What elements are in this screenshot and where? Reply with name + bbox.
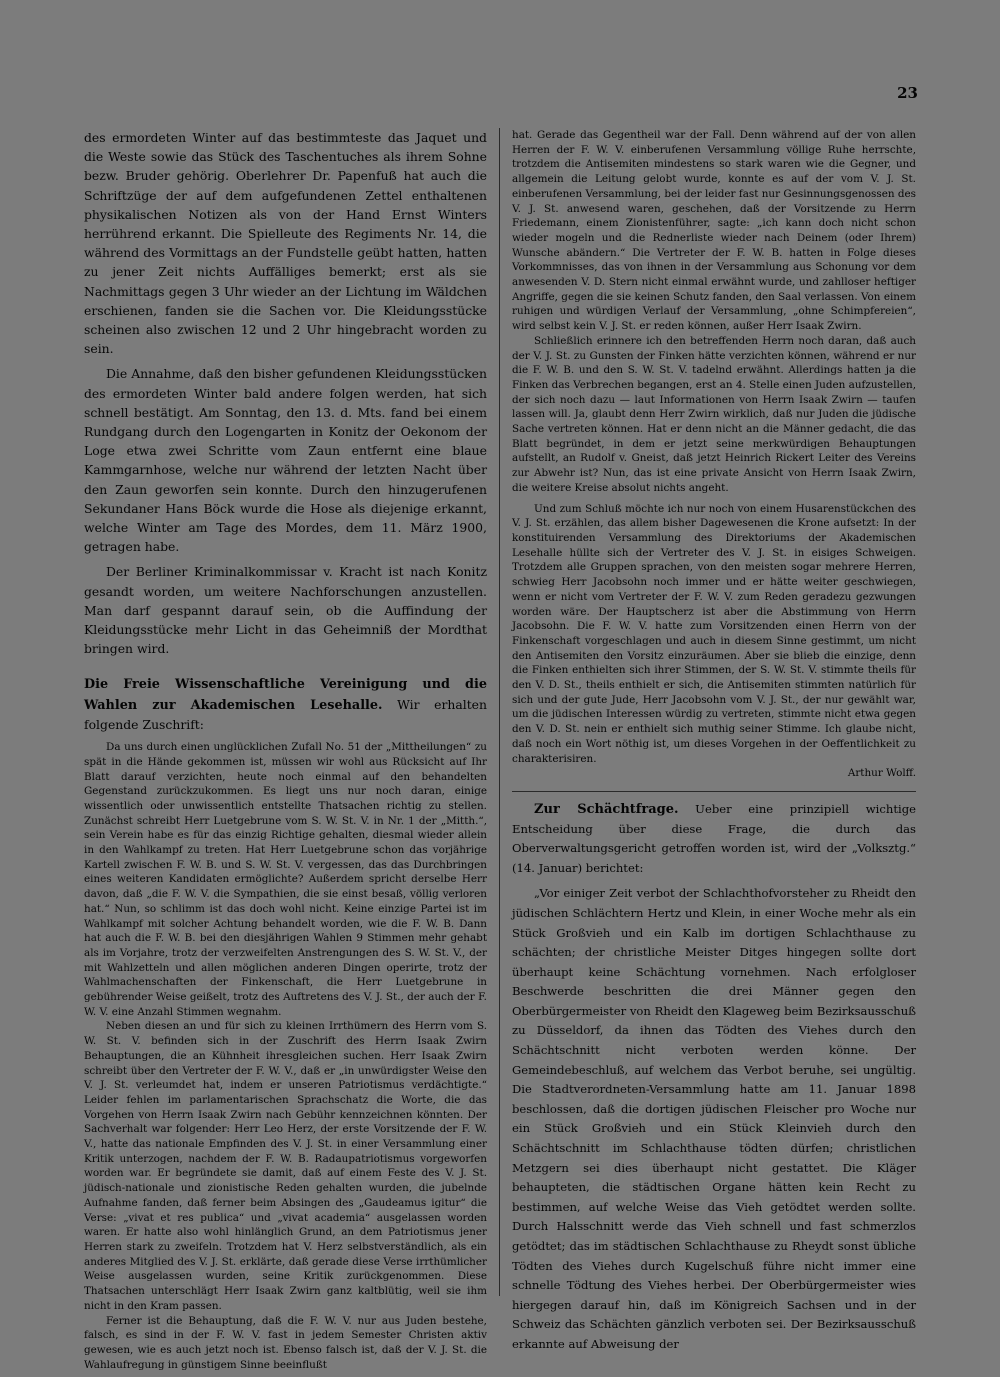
right-column [512, 128, 916, 1355]
konitz-paragraph-2: Die Annahme, daß den bisher gefundenen Kleidungsstücken des ermordeten Winter bald andere folgen werden, hat sich schnell bestätigt. Am Sonntag, den 13. d. Mts. fand bei einem Rundgang durch den Logengarten in Konitz der Oekonom der Loge etwa zwei Schritte vom Zaun entfernt eine blaue Kammgarnhose, welche nur während der letzten Nacht über den Zaun geworfen sein konnte. Durch den hinzugerufenen Sekundaner Hans Böck wurde die Hose als diejenige erkannt, welche Winter am Tage des Mordes, dem 11. März 1900, getragen habe. [84, 366, 487, 555]
konitz-paragraph-1: des ermordeten Winter auf das bestimmteste das Jaquet und die Weste sowie das Stück des Taschentuches als ihrem Sohne bezw. Bruder gehörig. Oberlehrer Dr. Papenfuß hat auch die Schriftzüge der auf dem aufgefundenen Zettel enthaltenen physikalischen Notizen als von der Hand Ernst Winters herrührend erkannt. Die Spielleute des Regiments Nr. 14, die während des Vormittags an der Fundstelle geübt hatten, hatten zu jener Zeit nichts Auffälliges bemerkt; erst als sie Nachmittags gegen 3 Uhr wieder an der Lichtung im Wäldchen erschienen, fanden sie die Sachen vor. Die Kleidungsstücke scheinen also zwischen 12 und 2 Uhr hingebracht worden zu sein. [84, 130, 487, 357]
article-heading-block [84, 674, 487, 734]
column-rule [499, 128, 500, 1296]
letter-paragraph-5: Schließlich erinnere ich den betreffenden Herrn noch daran, daß auch der V. J. St. zu Gunsten der Finken hätte verzichten können, während er nur die F. W. B. und den S. W. St. V. tadelnd erwähnt. Allerdings hatten ja die Finken das Verbrechen begangen, erst an 4. Stelle einen Juden aufzustellen, der sich noch dazu — laut Informationen von Herrn Isaak Zwirn — taufen lassen will. Ja, glaubt denn Herr Zwirn wirklich, daß nur Juden die jüdische Sache vertreten können. Hat er denn nicht an die Männer gedacht, die das Blatt begründet, in dem er jetzt seine merkwürdigen Behauptungen aufstellt, an Rudolf v. Gneist, daß jetzt Heinrich Rickert Leiter des Vereins zur Abwehr ist? Nun, das ist eine private Ansicht von Herrn Isaak Zwirn, die weitere Kreise absolut nichts angeht. [512, 334, 916, 494]
left-column [84, 128, 487, 1372]
schaechtfrage-heading: Zur Schächtfrage. [534, 801, 679, 817]
schaechtfrage-report: „Vor einiger Zeit verbot der Schlachthofvorsteher zu Rheidt den jüdischen Schlächtern Hertz und Klein, in einer Woche mehr als ein Stück Großvieh und ein Kalb im dortigen Schlachthause zu schächten; der christliche Meister Ditges hingegen sollte dort überhaupt keine Schächtung vornehmen. Nach erfolgloser Beschwerde beschritten die drei Männer gegen den Oberbürgermeister von Rheidt den Klageweg beim Bezirksausschuß zu Düsseldorf, da ihnen das Tödten des Viehes durch den Schächtschnitt nicht verboten werden könne. Der Gemeindebeschluß, auf welchem das Verbot beruhe, sei ungültig. Die Stadtverordneten-Versammlung hatte am 11. Januar 1898 beschlossen, daß die dortigen jüdischen Fleischer pro Woche nur ein Stück Großvieh und ein Stück Kleinvieh durch den Schächtschnitt im Schlachthause tödten dürfen; christlichen Metzgern sei dies überhaupt nicht gestattet. Die Kläger behaupteten, die städtischen Organe hätten kein Recht zu bestimmen, auf welche Weise das Vieh getödtet werden sollte. Durch Halsschnitt werde das Vieh schnell und fast schmerzlos getödtet; das im städtischen Schlachthause zu Rheydt sonst übliche Tödten des Viehes durch Kugelschuß führe nicht immer eine schnelle Tödtung des Viehes herbei. Der Oberbürgermeister wies hiergegen darauf hin, daß im Königreich Sachsen und in der Schweiz das Schächten gänzlich verboten sei. Der Bezirksausschuß erkannte auf Abweisung der [512, 886, 916, 1351]
page-number: 23 [897, 84, 918, 102]
konitz-paragraph-3: Der Berliner Kriminalkommissar v. Kracht ist nach Konitz gesandt worden, um weitere Nachforschungen anzustellen. Man darf gespannt darauf sein, ob die Auffindung der Kleidungsstücke mehr Licht in das Geheimniß der Mordthat bringen wird. [84, 564, 487, 657]
letter-paragraph-1: Da uns durch einen unglücklichen Zufall No. 51 der „Mittheilungen“ zu spät in die Hände gekommen ist, müssen wir wohl aus Rücksicht auf Ihr Blatt darauf verzichten, heute noch einmal auf den behandelten Gegenstand zurückzukommen. Es liegt uns nur noch daran, einige wissentlich oder unwissentlich entstellte Thatsachen richtig zu stellen. Zunächst schreibt Herr Luetgebrune vom S. W. St. V. in Nr. 1 der „Mitth.“, sein Verein habe es für das einzig Richtige gehalten, diesmal wieder allein in den Wahlkampf zu treten. Hat Herr Luetgebrune schon das vorjährige Kartell zwischen F. W. B. und S. W. St. V. vergessen, das das Durchbringen eines weiteren Kandidaten ermöglichte? Außerdem spricht derselbe Herr davon, daß „die F. W. V. die Sympathien, die sie einst besaß, völlig verloren hat.“ Nun, so schlimm ist das doch wohl nicht. Keine einzige Partei ist im Wahlkampf mit solcher Achtung behandelt worden, wie die F. W. B. Dann hat auch die F. W. B. bei den diesjährigen Wahlen 9 Stimmen mehr gehabt als im Vorjahre, trotz der verzweifelten Anstrengungen des S. W. St. V., der mit Wahlzetteln und allen möglichen anderen Dingen operirte, trotz der Wahlmachenschaften der Finkenschaft, die Herr Luetgebrune in gebührender Weise geißelt, trotz des Auftretens des V. J. St., der auch der F. W. V. eine Anzahl Stimmen wegnahm. [84, 741, 487, 1018]
section-divider [512, 791, 916, 792]
article-heading-tail: Wir erhalten folgende Zuschrift: [84, 696, 487, 732]
letter-paragraph-4: hat. Gerade das Gegentheil war der Fall. Denn während auf der von allen Herren der F. W. V. einberufenen Versammlung völlige Ruhe herrschte, trotzdem die Antisemiten mindestens so stark waren wie die Gegner, und allgemein die Leitung gelobt wurde, konnte es auf der vom V. J. St. einberufenen Versammlung, bei der leider fast nur Gesinnungsgenossen des V. J. St. anwesend waren, geschehen, daß der Vorsitzende zu Herrn Friedemann, einem Zionistenführer, sagte: „ich kann doch nicht schon wieder mogeln und die Rednerliste wieder nach Deinem (oder Ihrem) Wunsche abändern.“ Die Vertreter der F. W. B. hatten in Folge dieses Vorkommnisses, das von ihnen in der Versammlung aus Schonung vor dem anwesenden V. D. Stern nicht einmal erwähnt wurde, und zahlloser heftiger Angriffe, gegen die sie keinen Schutz fanden, den Saal verlassen. Von einem ruhigen und würdigen Verlauf der Versammlung, „ohne Schimpfereien“, wird selbst kein V. J. St. er reden können, außer Herr Isaak Zwirn. [512, 129, 916, 333]
letter-signature: Arthur Wolff. [847, 767, 916, 780]
letter-paragraph-2: Neben diesen an und für sich zu kleinen Irrthümern des Herrn vom S. W. St. V. befinden sich in der Zuschrift des Herrn Isaak Zwirn Behauptungen, die an Kühnheit ihresgleichen suchen. Herr Isaak Zwirn schreibt über den Vertreter der F. W. V., daß er „in unwürdigster Weise den V. J. St. verleumdet hat, indem er unseren Patriotismus verdächtigte.“ Leider fehlen im parlamentarischen Sprachschatz die Worte, die das Vorgehen von Herrn Isaak Zwirn nach Gebühr kennzeichnen könnten. Der Sachverhalt war folgender: Herr Leo Herz, der erste Vorsitzende der F. W. V., hatte das nationale Empfinden des V. J. St. in einer Versammlung einer Kritik unterzogen, nachdem der F. W. B. Radaupatriotismus vorgeworfen worden war. Er begründete sie damit, daß auf einem Feste des V. J. St. jüdisch-nationale und zionistische Reden gehalten wurden, die jubelnde Aufnahme fanden, daß ferner beim Absingen des „Gaudeamus igitur“ die Verse: „vivat et res publica“ und „vivat academia“ ausgelassen worden waren. Er hatte also wohl hinlänglich Grund, an dem Patriotismus jener Herren stark zu zweifeln. Trotzdem hat V. Herz selbstverständlich, als ein anderes Mitglied des V. J. St. erklärte, daß gerade diese Verse irrthümlicher Weise ausgelassen wurden, seine Kritik zurückgenommen. Diese Thatsachen unterschlägt Herr Isaak Zwirn ganz kaltblütig, weil sie ihm nicht in den Kram passen. [84, 1020, 487, 1312]
schaechtfrage-intro-text: Ueber eine prinzipiell wichtige Entscheidung über diese Frage, die durch das Oberverwaltungsgericht getroffen worden ist, wird der „Volksztg.“ (14. Januar) berichtet: [512, 801, 916, 875]
article-heading: Die Freie Wissenschaftliche Vereinigung und die Wahlen zur Akademischen Lesehalle. [84, 677, 487, 713]
letter-paragraph-3: Ferner ist die Behauptung, daß die F. W. V. nur aus Juden bestehe, falsch, es sind in der F. W. V. fast in jedem Semester Christen aktiv gewesen, wie es auch jetzt noch ist. Ebenso falsch ist, daß der V. J. St. die Wahlaufregung in günstigem Sinne beeinflußt [84, 1314, 487, 1371]
schaechtfrage-intro [512, 800, 916, 878]
letter-paragraph-6: Und zum Schluß möchte ich nur noch von einem Husarenstückchen des V. J. St. erzählen, das allem bisher Dagewesenen die Krone aufsetzt: In der konstituirenden Versammlung des Direktoriums der Akademischen Lesehalle hüllte sich der Vertreter des V. J. St. in eisiges Schweigen. Trotzdem alle Gruppen sprachen, von den meisten sogar mehrere Herren, schwieg Herr Jacobsohn noch immer und er hätte weiter geschwiegen, wenn er nicht vom Vertreter der F. W. V. zum Reden geradezu gezwungen worden wäre. Der Hauptscherz ist aber die Abstimmung von Herrn Jacobsohn. Die F. W. V. hatte zum Vorsitzenden einen Herrn von der Finkenschaft vorgeschlagen und auch in diesem Sinne gestimmt, um nicht den Antisemiten den Vorsitz einzuräumen. Aber sie blieb die einzige, denn die Finken enthielten sich ihrer Stimmen, der S. W. St. V. stimmte theils für den V. D. St., theils enthielt er sich, die Antisemiten stimmten natürlich für sich und der gute Jude, Herr Jacobsohn vom V. J. St., der nur gewählt war, um die jüdischen Interessen würdig zu vertreten, stimmte nicht etwa gegen den V. D. St. nein er enthielt sich muthig seiner Stimme. Ich glaube nicht, daß noch ein Wort nöthig ist, um dieses Vorgehen in der Oeffentlichkeit zu charakterisiren. [512, 502, 916, 765]
